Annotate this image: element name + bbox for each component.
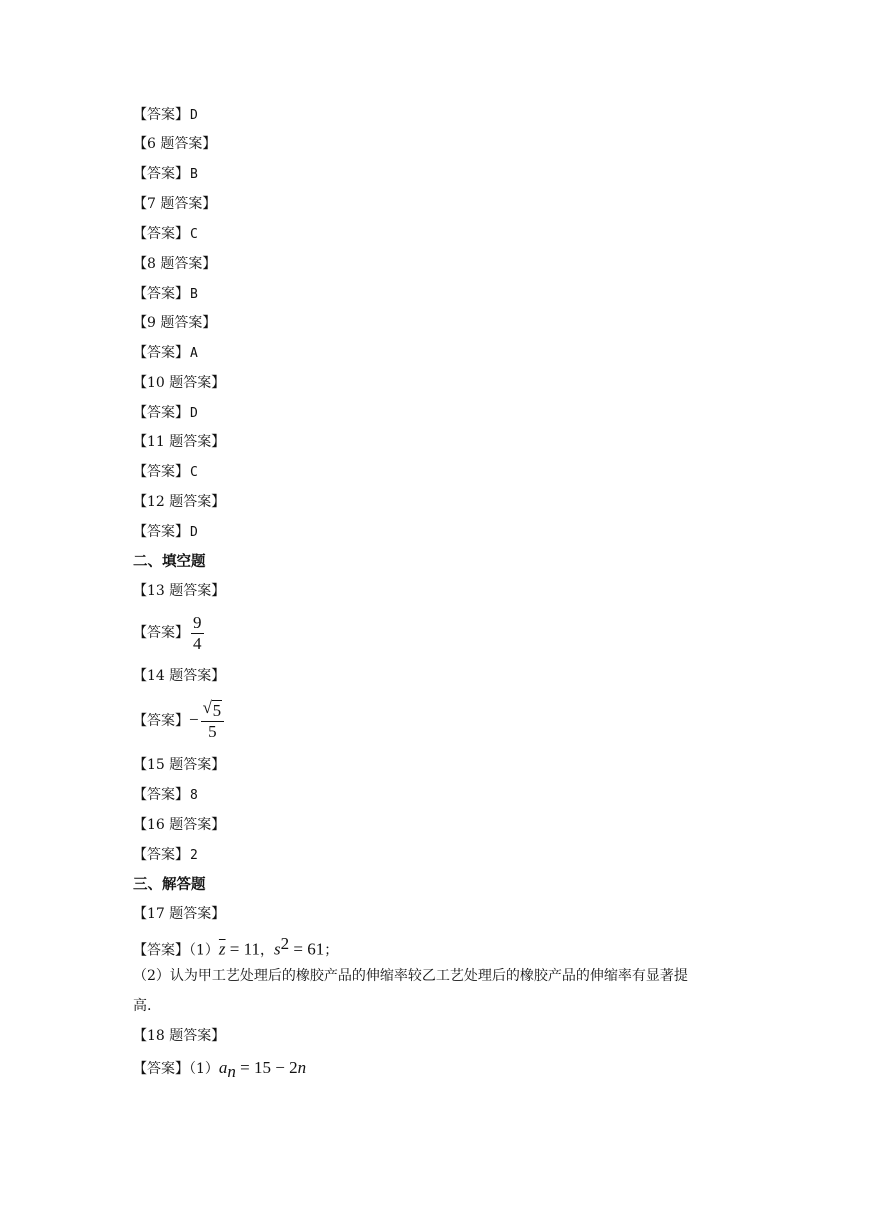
answer-line [133, 612, 204, 654]
question-header [133, 373, 225, 393]
answer-value: 2 [190, 848, 198, 863]
answer-label: 【答案】 [133, 464, 189, 480]
answer-label: 【答案】 [133, 787, 189, 803]
answer-label: 【答案】 [133, 166, 189, 182]
question-header [133, 581, 225, 601]
question-label: 【9 题答案】 [133, 315, 217, 331]
question-label: 【15 题答案】 [133, 757, 226, 773]
answer-label: 【答案】 [133, 713, 189, 729]
question-header [133, 492, 225, 512]
sqrt-symbol [202, 697, 223, 721]
fraction [191, 613, 204, 654]
question-label: 【11 题答案】 [133, 434, 226, 450]
radical-icon: √ [202, 697, 212, 717]
question-header [133, 134, 216, 154]
question-label: 【8 题答案】 [133, 256, 217, 272]
answer-label: 【答案】 [133, 942, 189, 959]
answer-value: B [190, 167, 198, 182]
answer-line [133, 522, 198, 543]
answer-label: 【答案】 [133, 1061, 189, 1077]
radicand: 5 [212, 700, 222, 720]
answer-line [133, 403, 198, 424]
answer-value: D [190, 406, 198, 421]
variance-variable: s [274, 939, 281, 959]
question-header [133, 1026, 225, 1046]
answer-line [133, 164, 198, 185]
answer-value: B [190, 287, 198, 302]
answer-line [133, 284, 198, 305]
fraction-numerator [201, 697, 225, 722]
question-label: 【6 题答案】 [133, 136, 217, 152]
section-heading [133, 875, 206, 895]
answer-line [133, 1058, 306, 1082]
separator: ， [260, 942, 275, 959]
variance-exponent: 2 [280, 934, 290, 953]
answer-label: 【答案】 [133, 524, 189, 540]
answer-line [133, 699, 224, 742]
minus-sign: − [189, 710, 199, 729]
sequence-subscript: n [227, 1061, 236, 1081]
question-header [133, 313, 216, 333]
question-label: 【12 题答案】 [133, 494, 226, 510]
sequence-variable-n: n [297, 1058, 307, 1077]
part-number: （1） [189, 942, 219, 959]
answer-label: 【答案】 [133, 345, 189, 361]
answer-text: 高. [133, 998, 152, 1014]
question-label: 【17 题答案】 [133, 906, 226, 922]
sequence-variable: a [218, 1058, 228, 1077]
answer-text: （2）认为甲工艺处理后的橡胶产品的伸缩率较乙工艺处理后的橡胶产品的伸缩率有显著提 [133, 968, 688, 984]
answer-label: 【答案】 [133, 405, 189, 421]
answer-line [133, 785, 198, 806]
mean-variable: $\overline{z}$ [218, 939, 226, 959]
question-label: 【13 题答案】 [133, 583, 226, 599]
part-number: （1） [189, 1061, 219, 1077]
question-header [133, 666, 225, 686]
answer-value: D [190, 525, 198, 540]
section-title: 二、填空题 [133, 553, 206, 570]
question-label: 【16 题答案】 [133, 817, 226, 833]
fraction-denominator: 5 [208, 721, 217, 741]
fraction-numerator: 9 [193, 612, 202, 632]
answer-line [133, 343, 198, 364]
answer-value: 8 [190, 788, 198, 803]
answer-line [133, 105, 198, 126]
answer-line [133, 462, 198, 483]
answer-label: 【答案】 [133, 286, 189, 302]
fraction [201, 697, 225, 742]
sequence-equation: = 15 − 2 [235, 1058, 298, 1077]
answer-line [133, 845, 198, 866]
section-title: 三、解答题 [133, 876, 206, 893]
mean-equation: = 11 [225, 939, 261, 959]
answer-line [133, 224, 198, 245]
answer-label: 【答案】 [133, 226, 189, 242]
question-header [133, 904, 225, 924]
section-heading [133, 552, 206, 572]
question-header [133, 755, 225, 775]
answer-text-line [133, 996, 151, 1016]
answer-value: C [190, 227, 198, 242]
answer-label: 【答案】 [133, 107, 189, 123]
answer-text-line [133, 966, 688, 986]
question-header [133, 432, 225, 452]
variance-equation: = 61 [289, 939, 325, 959]
answer-value: A [190, 346, 198, 361]
question-label: 【14 题答案】 [133, 668, 226, 684]
question-label: 【10 题答案】 [133, 375, 226, 391]
answer-value: D [190, 108, 198, 123]
question-header [133, 194, 216, 214]
answer-value: C [190, 465, 198, 480]
question-label: 【7 题答案】 [133, 196, 217, 212]
fraction-denominator: 4 [193, 633, 202, 653]
answer-label: 【答案】 [133, 847, 189, 863]
question-header [133, 815, 225, 835]
answer-label: 【答案】 [133, 625, 189, 641]
question-label: 【18 题答案】 [133, 1028, 226, 1044]
question-header [133, 254, 216, 274]
line-end: ； [324, 942, 339, 959]
answer-line [133, 934, 338, 961]
